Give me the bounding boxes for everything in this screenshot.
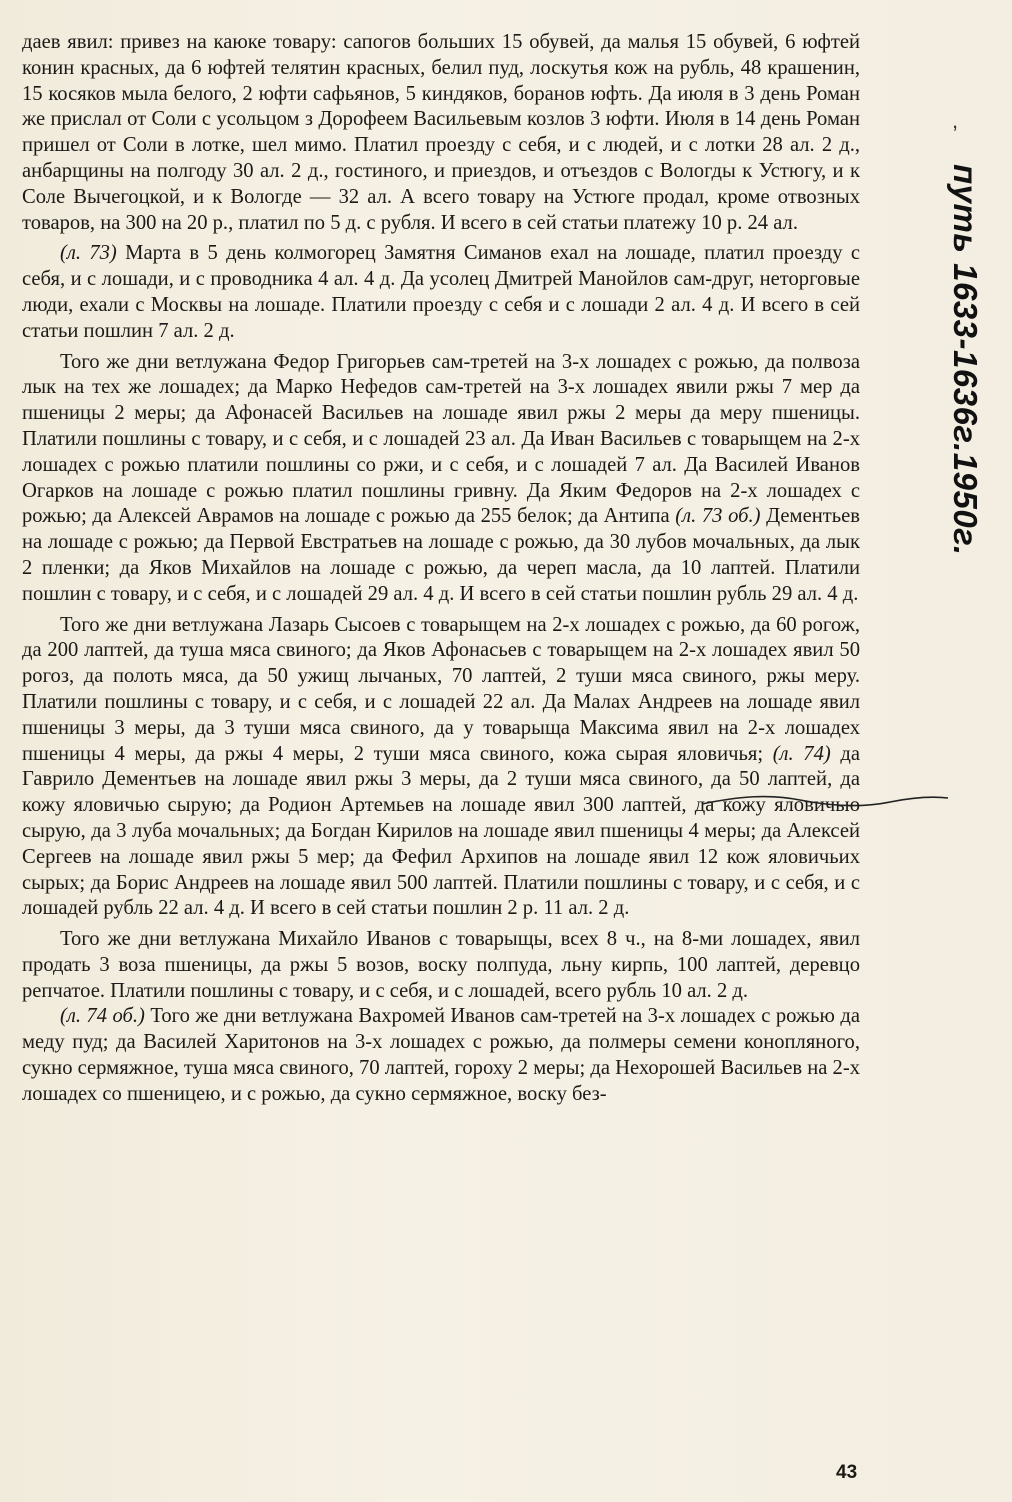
paragraph	[22, 613, 860, 923]
folio-reference: (л. 73)	[60, 242, 117, 265]
paragraph-text: Того же дни ветлужана Лазарь Сысоев с товарыщем на 2-х лошадех с рожью, да 60 рогож, да 200 лаптей, да туша мяса свиного; да Яков Афонасьев с товарыщем на 2-х лошадех явил 50 рогоз, да полоть мяса, да 50 ужищ лычаных, 70 лаптей, 2 туши мяса свиного, ржы меру. Платили пошлины с товару, и с себя, и с лошадей 22 ал. Да Малах Андреев на лошаде явил пшеницы 3 меры, да 3 туши мяса свиного, да у товарыща Максима явил на 2-х лошадех пшеницы 4 меры, да ржы 4 меры, 2 туши мяса свиного, кожа сырая яловичья;	[22, 613, 860, 765]
paragraph-text: Дементьев на лошаде с рожью; да Первой Евстратьев на лошаде с рожью, да 30 лубов мочальных, да лык 2 пленки; да Яков Михайлов на лошаде с рожью, да череп масла, да 10 лаптей. Платили пошлин с товару, и с себя, и с лошадей 29 ал. 4 д. И всего в сей статьи пошлин рубль 29 ал. 4 д.	[22, 505, 860, 605]
margin-note-text: путь 1633-1636г.1950г.	[947, 164, 984, 556]
pen-underline-mark	[700, 786, 950, 816]
paragraph-text: Того же дни ветлужана Федор Григорьев сам-третей на 3-х лошадех с рожью, да полвоза лык на тех же лошадех; да Марко Нефедов сам-третей на 3-х лошадех явили ржы 7 мер да пшеницы 2 меры; да Афонасей Васильев на лошаде явил ржы 2 меры да меру пшеницы. Платили пошлины с товару, и с себя, и с лошадей 23 ал. Да Иван Васильев с товарыщем на 2-х лошадех с рожью платили пошлины со ржи, и с себя, и с лошадей 7 ал. Да Василей Иванов Огарков на лошаде с рожью платил пошлины гривну. Да Яким Федоров на 2-х лошадех с рожью; да Алексей Аврамов на лошаде с рожью да 255 белок; да Антипа	[22, 350, 860, 528]
paragraph-text: да Гаврило Дементьев на лошаде явил ржы 3 меры, да 2 туши мяса свиного, да 50 лаптей, да кожу яловичью сырую; да Родион Артемьев на лошаде явил 300 лаптей, да кожу яловичью сырую, да 3 луба мочальных; да Богдан Кирилов на лошаде явил пшеницы 4 меры; да Алексей Сергеев на лошаде явил ржы 5 мер; да Фефил Архипов на лошаде явил 12 кож яловичьих сырых; да Борис Андреев на лошаде явил 500 лаптей. Платили пошлины с товару, и с себя, и с лошадей рубль 22 ал. 4 д. И всего в сей статьи пошлин 2 р. 11 ал. 2 д.	[22, 742, 860, 920]
paragraph-text: даев явил: привез на каюке товару: сапогов больших 15 обувей, да малья 15 обувей, 6 юфтей конин красных, да 6 юфтей телятин красных, белил пуд, лоскутья кож на рубль, 48 крашенин, 15 косяков мыла белого, 2 юфти сафьянов, 5 киндяков, боранов юфть. Да июля в 3 день Роман же прислал от Соли с усольцом з Дорофеем Васильевым козлов 3 юфти. Июля в 14 день Роман пришел от Соли в лотке, шел мимо. Платил проезду с себя, и с людей, и с лотки 28 ал. 2 д., анбарщины на полгоду 30 ал. 2 д., гостиного, и приездов, и отъездов с Вологды к Устюгу, и к Соле Вычегоцкой, и к Вологде — 32 ал. А всего товару на Устюге продал, кроме отвозных товаров, на 300 на 20 р., платил по 5 д. с рубля. И всего в сей статьи платежу 10 р. 24 ал.	[22, 31, 860, 234]
paragraph-text: Марта в 5 день колмогорец Замятня Симанов ехал на лошаде, платил проезду с себя, и с лошади, и с проводника 4 ал. 4 д. Да усолец Дмитрей Манойлов сам-друг, неторговые люди, ехали с Москвы на лошаде. Платили проезду с себя и с лошади 2 ал. 4 д. И всего в сей статьи пошлин 7 ал. 2 д.	[22, 242, 860, 342]
body-text	[22, 30, 860, 1108]
folio-reference: (л. 73 об.)	[675, 505, 761, 528]
margin-mark: ,	[952, 108, 959, 133]
handwritten-margin-note	[930, 150, 1000, 570]
folio-reference: (л. 74)	[772, 742, 831, 765]
paragraph	[22, 350, 860, 608]
paragraph-text: Того же дни ветлужана Вахромей Иванов сам-третей на 3-х лошадех с рожью да меду пуд; да Василей Харитонов на 3-х лошадех с рожью, да полмеры семени конопляного, сукно сермяжное, туша мяса свиного, 70 лаптей, гороху 2 меры; да Нехорошей Васильев на 2-х лошадех со пшеницею, и с рожью, да сукно сермяжное, воску без-	[22, 1005, 861, 1105]
paragraph-text: Того же дни ветлужана Михайло Иванов с товарыщы, всех 8 ч., на 8-ми лошадех, явил продать 3 воза пшеницы, да ржы 5 возов, воску полпуда, льну кирпь, 100 лаптей, деревцо репчатое. Платили пошлины с товару, и с себя, и с лошадей, всего рубль 10 ал. 2 д.	[22, 928, 860, 1002]
paragraph	[22, 30, 860, 236]
page-number: 43	[836, 1462, 858, 1483]
paragraph	[22, 241, 860, 344]
paragraph	[22, 927, 860, 1004]
paragraph	[22, 1004, 860, 1107]
folio-reference: (л. 74 об.)	[60, 1005, 145, 1028]
